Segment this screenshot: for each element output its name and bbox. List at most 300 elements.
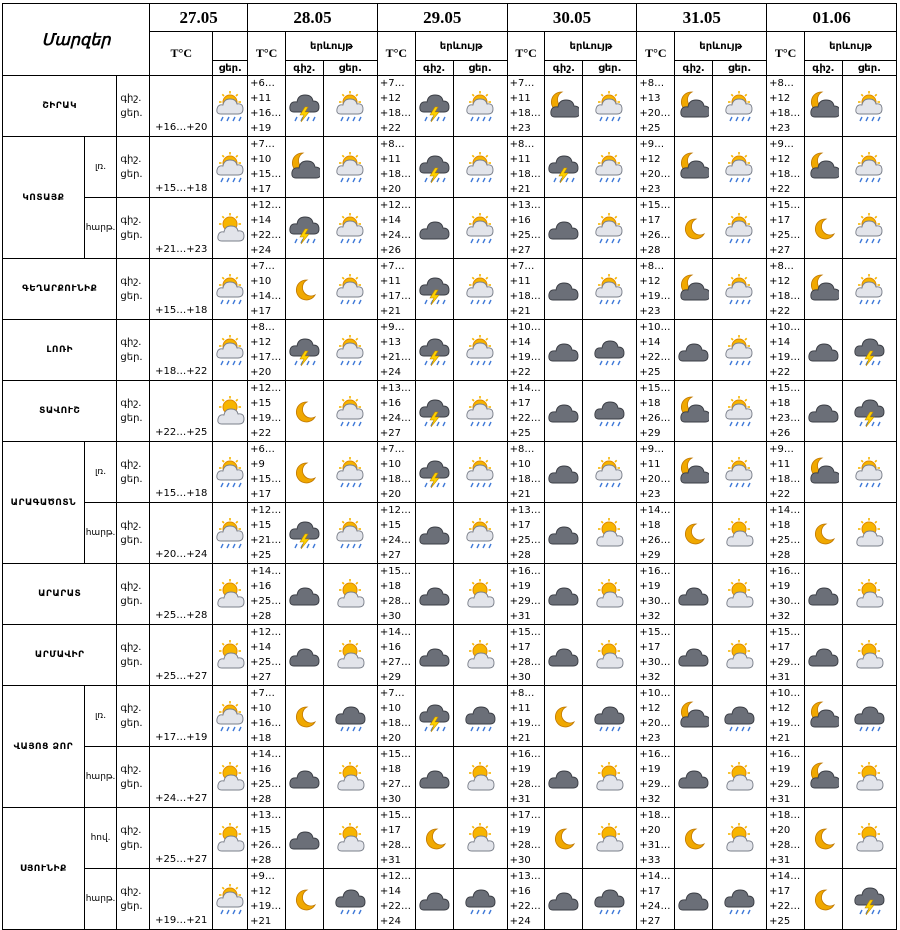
dark-cloud-icon — [465, 890, 494, 907]
moon-cloud-icon — [808, 90, 839, 123]
cloud-icon — [419, 517, 450, 550]
dark-cloud-icon — [725, 707, 754, 724]
cloud-rain-icon — [335, 883, 366, 916]
moon-cloud-icon — [808, 456, 839, 489]
weather-cell — [583, 381, 637, 442]
temperature-cell: +9…+11 +20…+23 — [637, 442, 675, 503]
rain-icon — [730, 483, 750, 487]
cloud-rain-icon — [335, 700, 366, 733]
sun-cloud-rain-icon — [724, 334, 755, 367]
weather-cell — [453, 442, 507, 503]
rain-icon — [341, 300, 361, 304]
rain-icon — [600, 117, 620, 121]
weather-cell — [804, 381, 842, 442]
sun-cloud-icon — [854, 822, 885, 855]
rain-icon — [471, 483, 491, 487]
cloud-icon — [419, 883, 450, 916]
temperature-cell: +9…+12 +18…+22 — [767, 137, 805, 198]
table-row — [3, 137, 897, 198]
rain-icon — [860, 483, 880, 487]
temperature-cell: +13…+16 +22…+24 — [507, 869, 545, 930]
weather-cell — [453, 320, 507, 381]
rain-icon — [341, 239, 361, 243]
rain-icon — [554, 178, 574, 182]
cloud-storm-icon — [419, 456, 450, 489]
moon-icon — [556, 706, 575, 726]
weather-cell — [842, 564, 896, 625]
weather-cell — [545, 686, 583, 747]
rain-icon — [860, 178, 880, 182]
sun-cloud-icon — [724, 639, 755, 672]
weather-cell — [583, 442, 637, 503]
weather-cell — [453, 137, 507, 198]
dark-cloud-icon — [549, 283, 578, 300]
temperature-cell: +12…+14 +24…+26 — [377, 198, 415, 259]
sun-cloud-icon — [215, 578, 246, 611]
rain-icon — [221, 727, 241, 731]
weather-cell — [675, 76, 713, 137]
weather-cell — [323, 442, 377, 503]
terrain-label: լռ. — [84, 137, 117, 198]
cloud-storm-icon — [419, 395, 450, 428]
moon-icon — [296, 401, 315, 421]
moon-icon — [815, 523, 834, 543]
dark-cloud-icon — [419, 649, 448, 666]
weather-cell — [285, 137, 323, 198]
temperature-cell: +16…+19 +29…+31 — [767, 747, 805, 808]
weather-cell — [285, 320, 323, 381]
dark-cloud-icon — [549, 588, 578, 605]
weather-cell — [804, 137, 842, 198]
table-row — [3, 503, 897, 564]
dark-cloud-icon — [290, 649, 319, 666]
sun-cloud-rain-icon — [724, 212, 755, 245]
sun-cloud-icon — [594, 761, 625, 794]
sun-cloud-rain-icon — [335, 151, 366, 184]
rain-icon — [425, 483, 445, 487]
dark-cloud-icon — [809, 405, 838, 422]
table-row — [3, 747, 897, 808]
cloud-storm-icon — [854, 883, 885, 916]
rain-icon — [295, 239, 315, 243]
dark-cloud-icon — [595, 402, 624, 419]
weather-cell — [323, 320, 377, 381]
rain-icon — [471, 727, 491, 731]
rain-icon — [600, 239, 620, 243]
table-row — [3, 564, 897, 625]
dark-cloud-icon — [290, 771, 319, 788]
moon-icon — [808, 212, 839, 245]
temperature-cell: +15…+18 — [150, 137, 213, 198]
night-day-label: գիշ. ցեր. — [117, 259, 150, 320]
temperature-cell: +7…+10 +14…+17 — [248, 259, 286, 320]
weather-header: երևույթ — [804, 32, 896, 61]
date-header-3: 29.05 — [377, 4, 507, 32]
cloud-icon — [338, 836, 364, 851]
night-day-label: գիշ. ցեր. — [117, 686, 150, 747]
rain-icon — [295, 117, 315, 121]
weather-cell — [453, 381, 507, 442]
sun-cloud-icon — [335, 822, 366, 855]
rain-icon — [295, 361, 315, 365]
weather-cell — [713, 442, 767, 503]
weather-cell — [804, 76, 842, 137]
weather-cell — [713, 320, 767, 381]
temperature-cell: +8…+12 +18…+23 — [767, 76, 805, 137]
sun-cloud-icon — [724, 517, 755, 550]
temperature-cell: +20…+24 — [150, 503, 213, 564]
dark-cloud-icon — [419, 771, 448, 788]
cloud-storm-icon — [289, 334, 320, 367]
sun-cloud-rain-icon — [465, 90, 496, 123]
temperature-cell: +7…+10 +18…+20 — [377, 686, 415, 747]
weather-cell — [804, 625, 842, 686]
weather-cell — [213, 808, 248, 869]
weather-header: երևույթ — [675, 32, 767, 61]
cloud-icon — [218, 226, 244, 241]
cloud-icon — [597, 836, 623, 851]
rain-icon — [730, 422, 750, 426]
day-subheader: ցեր. — [453, 61, 507, 76]
sun-cloud-rain-icon — [335, 395, 366, 428]
temperature-cell: +6…+9 +15…+17 — [248, 442, 286, 503]
dark-cloud-icon — [419, 588, 448, 605]
night-day-label: գիշ. ցեր. — [117, 564, 150, 625]
cloud-rain-icon — [594, 334, 625, 367]
cloud-rain-icon — [594, 395, 625, 428]
weather-cell — [323, 503, 377, 564]
moon-icon — [296, 706, 315, 726]
weather-cell — [545, 198, 583, 259]
cloud-rain-icon — [465, 883, 496, 916]
temperature-cell: +21…+23 — [150, 198, 213, 259]
temperature-cell: +10…+12 +19…+21 — [767, 686, 805, 747]
cloud-icon — [857, 653, 883, 668]
sun-cloud-rain-icon — [335, 90, 366, 123]
cloud-icon — [597, 531, 623, 546]
moon-icon — [808, 883, 839, 916]
sun-cloud-rain-icon — [594, 90, 625, 123]
temperature-cell: +7…+10 +18…+20 — [377, 442, 415, 503]
weather-cell — [675, 137, 713, 198]
temperature-cell: +18…+20 +28…+31 — [767, 808, 805, 869]
weather-cell — [842, 747, 896, 808]
moon-icon — [296, 279, 315, 299]
rain-icon — [471, 910, 491, 914]
temperature-cell: +18…+20 +31…+33 — [637, 808, 675, 869]
cloud-rain-icon — [594, 700, 625, 733]
weather-header — [213, 32, 248, 61]
weather-cell — [213, 381, 248, 442]
dark-cloud-icon — [549, 771, 578, 788]
table-row — [3, 320, 897, 381]
night-subheader: գիշ. — [804, 61, 842, 76]
weather-cell — [213, 442, 248, 503]
sun-cloud-icon — [465, 822, 496, 855]
weather-cell — [415, 869, 453, 930]
cloud-icon — [548, 212, 579, 245]
weather-cell — [713, 869, 767, 930]
moon-cloud-icon — [678, 395, 709, 428]
cloud-storm-icon — [289, 517, 320, 550]
date-header-2: 28.05 — [248, 4, 378, 32]
sun-cloud-rain-icon — [215, 90, 246, 123]
temperature-cell: +14…+18 +25…+28 — [767, 503, 805, 564]
weather-cell — [415, 625, 453, 686]
moon-cloud-icon — [808, 700, 839, 733]
weather-cell — [583, 137, 637, 198]
dark-cloud-icon — [679, 771, 708, 788]
dark-cloud-icon — [595, 341, 624, 358]
cloud-rain-icon — [594, 883, 625, 916]
cloud-icon — [338, 775, 364, 790]
terrain-label: հարթ. — [84, 869, 117, 930]
sun-cloud-rain-icon — [335, 334, 366, 367]
weather-cell — [415, 198, 453, 259]
cloud-icon — [597, 653, 623, 668]
rain-icon — [730, 117, 750, 121]
temperature-cell: +8…+11 +18…+21 — [507, 137, 545, 198]
weather-cell — [675, 625, 713, 686]
weather-cell — [415, 503, 453, 564]
cloud-storm-icon — [419, 90, 450, 123]
rain-icon — [471, 422, 491, 426]
temperature-cell: +6…+11 +16…+19 — [248, 76, 286, 137]
dark-cloud-icon — [549, 344, 578, 361]
cloud-icon — [597, 775, 623, 790]
weather-cell — [583, 625, 637, 686]
temp-header: T°C — [637, 32, 675, 76]
dark-cloud-icon — [419, 222, 448, 239]
terrain-label: հով. — [84, 808, 117, 869]
weather-cell — [285, 503, 323, 564]
weather-cell — [675, 503, 713, 564]
sun-cloud-icon — [724, 578, 755, 611]
sun-cloud-rain-icon — [854, 151, 885, 184]
weather-cell — [675, 808, 713, 869]
sun-cloud-icon — [215, 639, 246, 672]
weather-cell — [545, 259, 583, 320]
sun-cloud-rain-icon — [465, 151, 496, 184]
cloud-icon — [548, 456, 579, 489]
temperature-cell: +7…+11 +18…+23 — [507, 76, 545, 137]
forecast-table — [2, 3, 897, 930]
temperature-cell: +15…+17 +28…+31 — [377, 808, 415, 869]
cloud-icon — [678, 639, 709, 672]
cloud-icon — [218, 409, 244, 424]
region-name: ԱՐԱԳԱԾՈՏՆ — [3, 442, 85, 564]
temperature-cell: +15…+18 +27…+30 — [377, 747, 415, 808]
weather-cell — [804, 869, 842, 930]
weather-cell — [213, 747, 248, 808]
weather-cell — [323, 381, 377, 442]
weather-cell — [804, 808, 842, 869]
weather-cell — [545, 76, 583, 137]
night-subheader: գիշ. — [285, 61, 323, 76]
sun-cloud-rain-icon — [465, 212, 496, 245]
weather-cell — [545, 381, 583, 442]
weather-cell — [804, 442, 842, 503]
cloud-storm-icon — [419, 700, 450, 733]
temperature-cell: +17…+19 +28…+30 — [507, 808, 545, 869]
temperature-cell: +17…+19 — [150, 686, 213, 747]
weather-cell — [453, 686, 507, 747]
moon-cloud-icon — [678, 273, 709, 306]
cloud-icon — [857, 836, 883, 851]
temperature-cell: +15…+17 +26…+28 — [637, 198, 675, 259]
weather-cell — [285, 381, 323, 442]
moon-icon — [289, 883, 320, 916]
temperature-cell: +8…+11 +19…+21 — [507, 686, 545, 747]
table-row — [3, 869, 897, 930]
sun-cloud-rain-icon — [724, 395, 755, 428]
moon-icon — [296, 462, 315, 482]
sun-cloud-rain-icon — [335, 517, 366, 550]
sun-cloud-rain-icon — [215, 700, 246, 733]
cloud-icon — [808, 395, 839, 428]
cloud-icon — [808, 578, 839, 611]
cloud-icon — [289, 822, 320, 855]
rain-icon — [341, 483, 361, 487]
temperature-cell: +10…+14 +19…+22 — [507, 320, 545, 381]
weather-cell — [713, 503, 767, 564]
temperature-cell: +15…+18 +23…+26 — [767, 381, 805, 442]
temperature-cell: +19…+21 — [150, 869, 213, 930]
temperature-cell: +8…+12 +18…+22 — [767, 259, 805, 320]
moon-cloud-icon — [808, 151, 839, 184]
rain-icon — [425, 361, 445, 365]
moon-icon — [678, 517, 709, 550]
moon-cloud-icon — [548, 90, 579, 123]
temperature-cell: +12…+15 +21…+25 — [248, 503, 286, 564]
region-name: ԿՈՏԱՅՔ — [3, 137, 85, 259]
rain-icon — [221, 910, 241, 914]
cloud-icon — [467, 836, 493, 851]
dark-cloud-icon — [595, 707, 624, 724]
rain-icon — [221, 544, 241, 548]
sun-cloud-rain-icon — [215, 883, 246, 916]
cloud-icon — [548, 761, 579, 794]
sun-cloud-rain-icon — [465, 517, 496, 550]
cloud-icon — [678, 883, 709, 916]
weather-cell — [415, 442, 453, 503]
night-day-label: գիշ. ցեր. — [117, 747, 150, 808]
weather-cell — [545, 137, 583, 198]
weather-cell — [285, 747, 323, 808]
table-row — [3, 686, 897, 747]
sun-cloud-rain-icon — [854, 212, 885, 245]
cloud-icon — [289, 578, 320, 611]
rain-icon — [860, 239, 880, 243]
rain-icon — [730, 178, 750, 182]
weather-cell — [213, 320, 248, 381]
dark-cloud-icon — [679, 893, 708, 910]
weather-cell — [323, 259, 377, 320]
moon-cloud-icon — [289, 151, 320, 184]
weather-cell — [842, 137, 896, 198]
temperature-cell: +14…+16 +25…+28 — [248, 564, 286, 625]
cloud-icon — [857, 531, 883, 546]
day-subheader: ցեր. — [842, 61, 896, 76]
region-column-header: Մարզեր — [3, 4, 150, 76]
cloud-icon — [727, 531, 753, 546]
weather-cell — [285, 442, 323, 503]
dark-cloud-icon — [549, 222, 578, 239]
sun-cloud-icon — [335, 639, 366, 672]
moon-icon — [289, 700, 320, 733]
temperature-cell: +10…+14 +22…+25 — [637, 320, 675, 381]
dark-cloud-icon — [725, 890, 754, 907]
temperature-cell: +16…+20 — [150, 76, 213, 137]
dark-cloud-icon — [809, 588, 838, 605]
night-day-label: գիշ. ցեր. — [117, 503, 150, 564]
region-name: ՏԱՎՈՒՇ — [3, 381, 117, 442]
weather-cell — [213, 259, 248, 320]
dark-cloud-icon — [419, 527, 448, 544]
sun-cloud-icon — [335, 761, 366, 794]
weather-cell — [842, 442, 896, 503]
rain-icon — [341, 422, 361, 426]
rain-icon — [425, 300, 445, 304]
weather-header: երևույթ — [415, 32, 507, 61]
table-row — [3, 381, 897, 442]
rain-icon — [221, 300, 241, 304]
weather-cell — [583, 320, 637, 381]
moon-icon — [289, 395, 320, 428]
sun-cloud-icon — [594, 639, 625, 672]
date-header-4: 30.05 — [507, 4, 637, 32]
cloud-storm-icon — [419, 334, 450, 367]
moon-cloud-icon — [808, 761, 839, 794]
weather-cell — [713, 137, 767, 198]
rain-icon — [425, 178, 445, 182]
weather-cell — [583, 259, 637, 320]
night-day-label: գիշ. ցեր. — [117, 320, 150, 381]
dark-cloud-icon — [290, 832, 319, 849]
weather-cell — [453, 564, 507, 625]
weather-cell — [842, 625, 896, 686]
sun-cloud-rain-icon — [215, 517, 246, 550]
temperature-cell: +8…+12 +19…+23 — [637, 259, 675, 320]
temperature-cell: +15…+18 +26…+29 — [637, 381, 675, 442]
weather-cell — [713, 198, 767, 259]
temperature-cell: +13…+17 +25…+28 — [507, 503, 545, 564]
moon-cloud-icon — [678, 151, 709, 184]
terrain-label: լռ. — [84, 686, 117, 747]
weather-cell — [804, 198, 842, 259]
sun-cloud-rain-icon — [215, 273, 246, 306]
date-header-5: 31.05 — [637, 4, 767, 32]
cloud-storm-icon — [289, 212, 320, 245]
table-row — [3, 198, 897, 259]
night-subheader: գիշ. — [415, 61, 453, 76]
region-name: ՇԻՐԱԿ — [3, 76, 117, 137]
temperature-cell: +8…+11 +18…+20 — [377, 137, 415, 198]
dark-cloud-icon — [336, 890, 365, 907]
weather-cell — [583, 503, 637, 564]
weather-cell — [453, 198, 507, 259]
weather-cell — [285, 259, 323, 320]
temperature-cell: +13…+16 +24…+27 — [377, 381, 415, 442]
temperature-cell: +16…+19 +28…+31 — [507, 747, 545, 808]
cloud-storm-icon — [419, 273, 450, 306]
rain-icon — [425, 727, 445, 731]
weather-cell — [804, 503, 842, 564]
moon-icon — [678, 822, 709, 855]
sun-cloud-rain-icon — [594, 212, 625, 245]
weather-cell — [675, 686, 713, 747]
temp-header: T°C — [377, 32, 415, 76]
